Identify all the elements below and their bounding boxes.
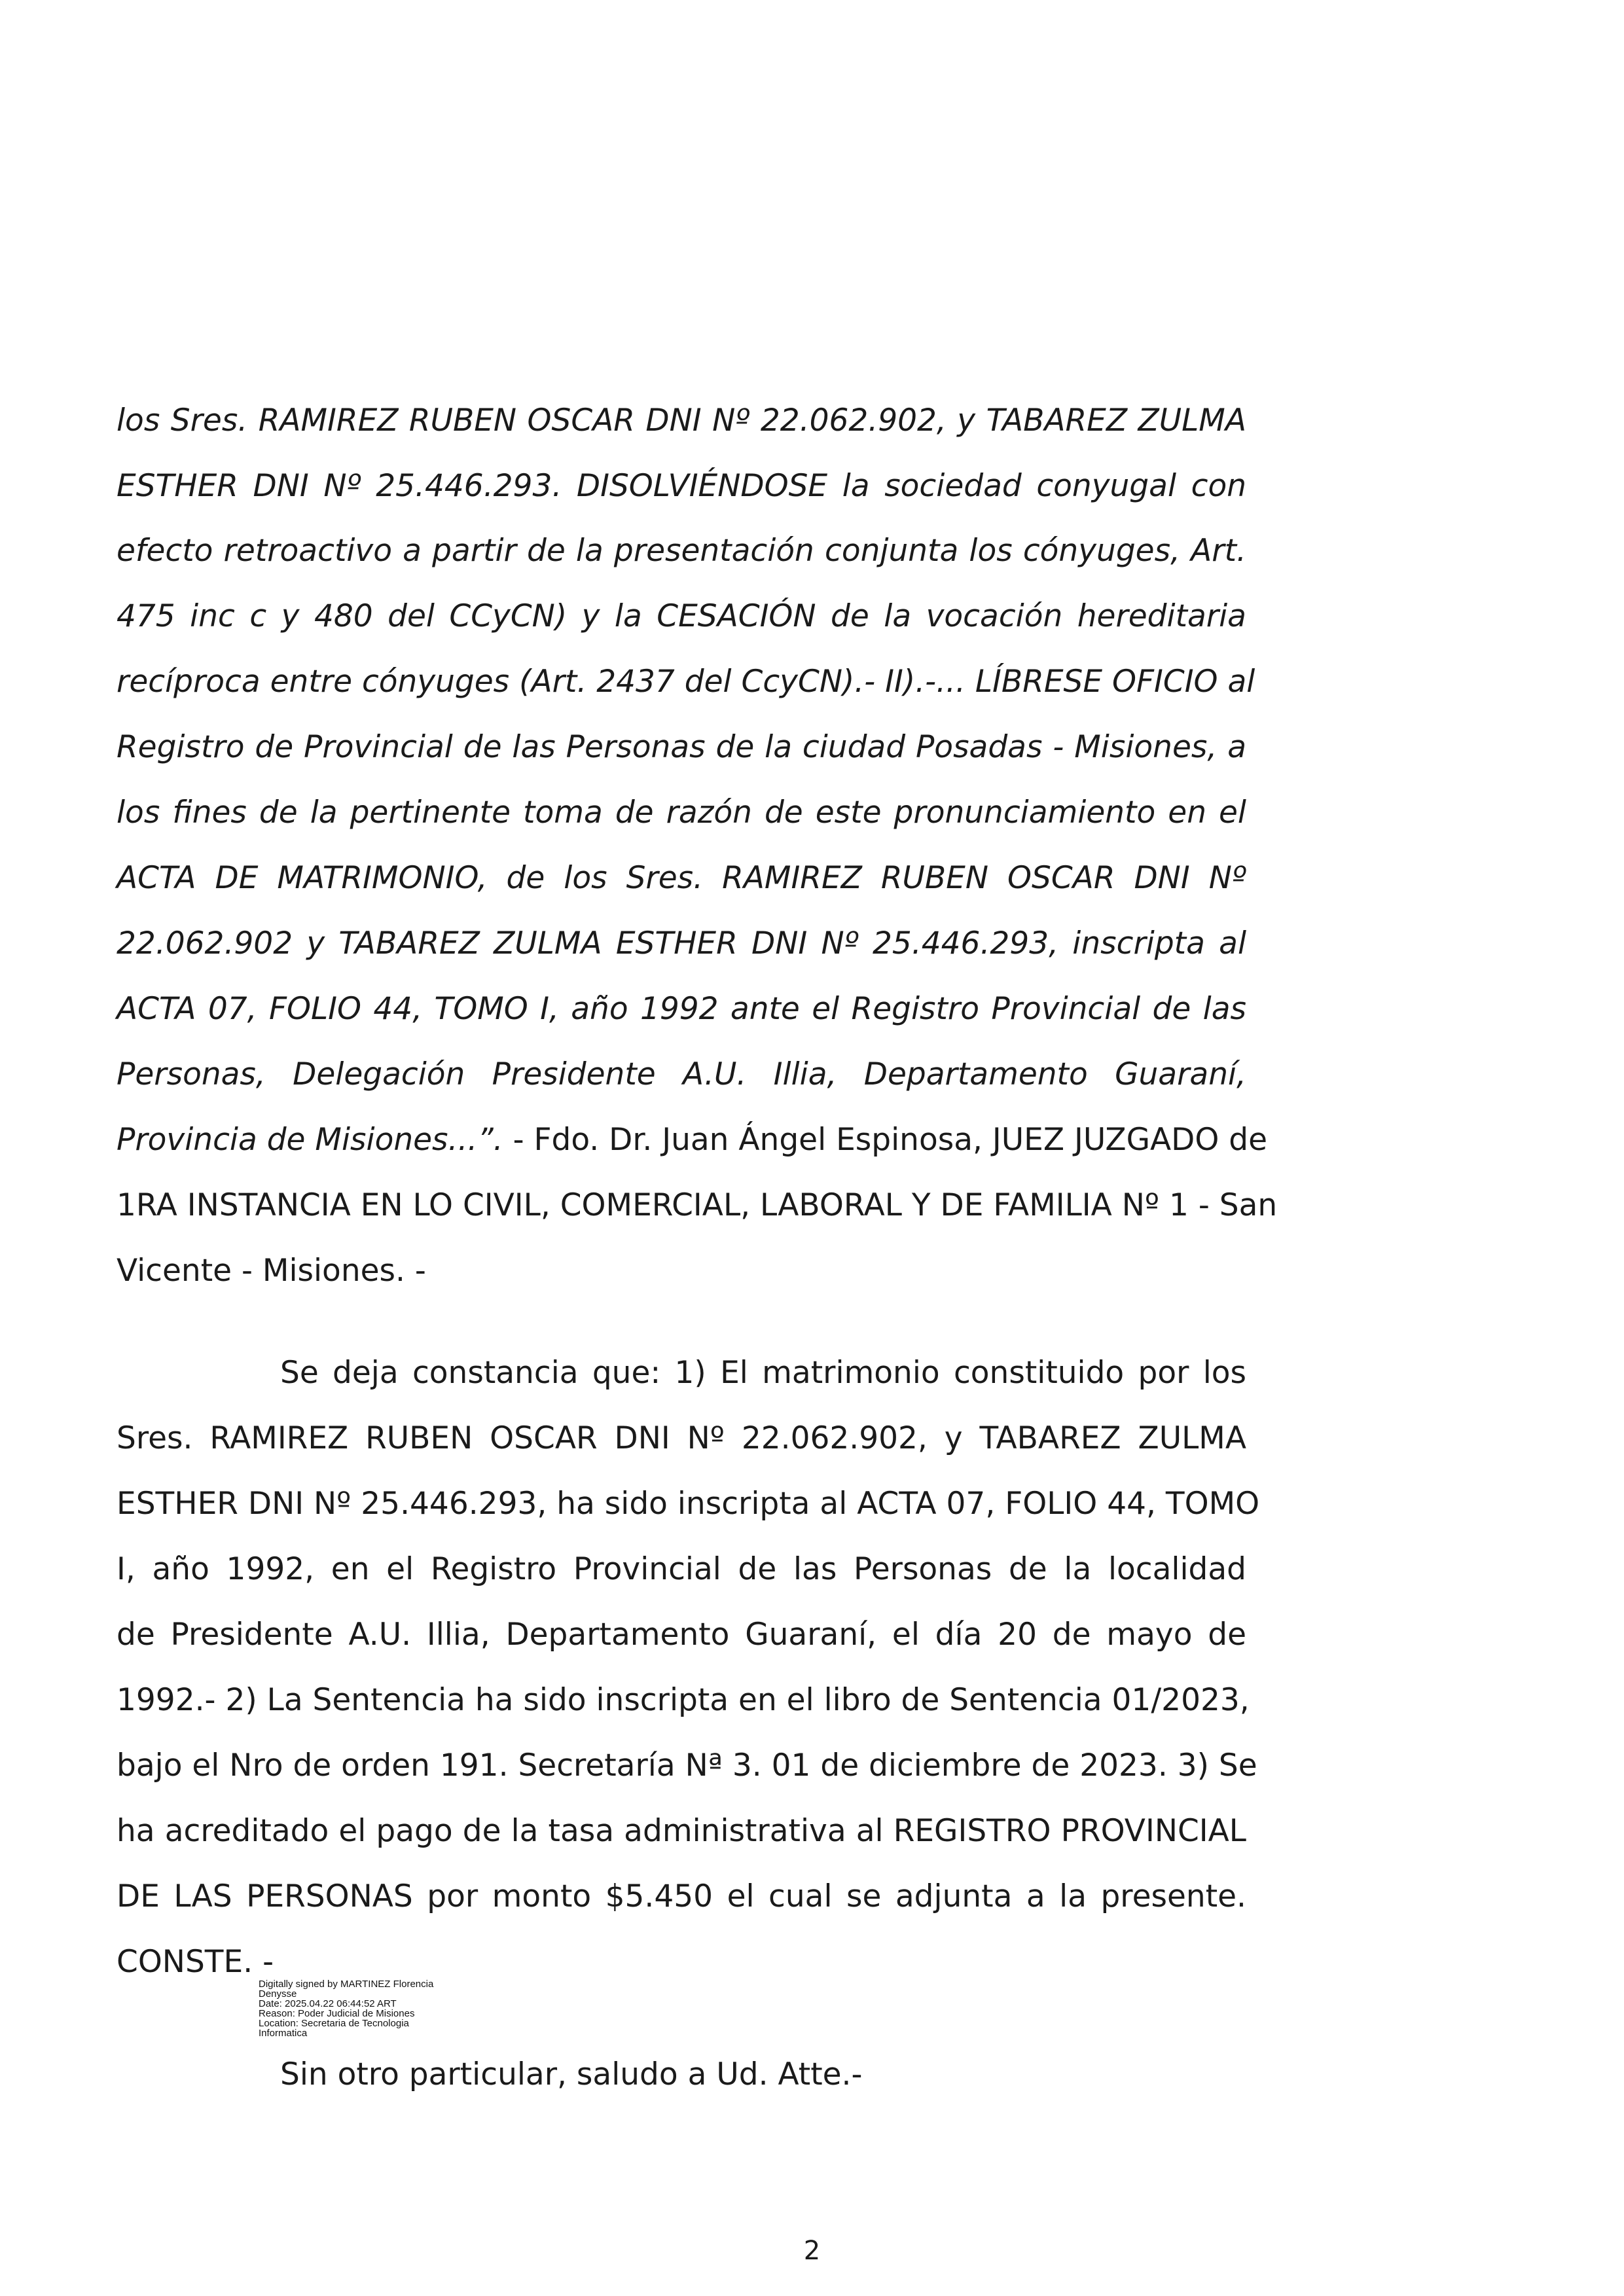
constancia-line: ESTHER DNI Nº 25.446.293, ha sido inscripta al ACTA 07, FOLIO 44, TOMO [117,1486,1260,1522]
quote-line: Registro de Provincial de las Personas de la ciudad Posadas - Misiones, a [117,729,1246,765]
judge-line: 1RA INSTANCIA EN LO CIVIL, COMERCIAL, LABORAL Y DE FAMILIA Nº 1 - San [117,1187,1278,1223]
signature-line: Digitally signed by MARTINEZ Florencia [259,1979,434,1990]
quote-line: ACTA 07, FOLIO 44, TOMO I, año 1992 ante el Registro Provincial de las [117,991,1246,1027]
constancia-line: Sres. RAMIREZ RUBEN OSCAR DNI Nº 22.062.902, y TABAREZ ZULMA [117,1420,1246,1456]
quote-line: los Sres. RAMIREZ RUBEN OSCAR DNI Nº 22.062.902, y TABAREZ ZULMA [117,403,1246,439]
quote-end-italic: Provincia de Misiones...”. [117,1122,503,1158]
quote-line: recíproca entre cónyuges (Art. 2437 del CcyCN).- II).-... LÍBRESE OFICIO al [117,664,1255,700]
constancia-line: Se deja constancia que: 1) El matrimonio constituido por los [280,1355,1246,1391]
signature-line: Location: Secretaria de Tecnologia [259,2018,409,2029]
quote-line: ESTHER DNI Nº 25.446.293. DISOLVIÉNDOSE la sociedad conyugal con [117,468,1246,504]
constancia-line: bajo el Nro de orden 191. Secretaría Nª 3. 01 de diciembre de 2023. 3) Se [117,1748,1257,1784]
signature-line: Informatica [259,2028,308,2039]
quote-end-line [117,1121,1268,1160]
constancia-line: 1992.- 2) La Sentencia ha sido inscripta en el libro de Sentencia 01/2023, [117,1682,1250,1718]
signature-line: Reason: Poder Judicial de Misiones [259,2008,415,2019]
constancia-line: de Presidente A.U. Illia, Departamento Guaraní, el día 20 de mayo de [117,1617,1246,1653]
quote-line: ACTA DE MATRIMONIO, de los Sres. RAMIREZ RUBEN OSCAR DNI Nº [117,860,1246,896]
digital-signature-stamp [259,1979,433,2038]
signature-line: Denysse [259,1988,297,2000]
constancia-line: CONSTE. - [117,1944,274,1980]
page-number: 2 [803,2236,821,2266]
quote-line: 475 inc c y 480 del CCyCN) y la CESACIÓN de la vocación hereditaria [117,598,1246,634]
constancia-line: I, año 1992, en el Registro Provincial de las Personas de la localidad [117,1551,1246,1587]
quote-line: efecto retroactivo a partir de la presentación conjunta los cónyuges, Art. [117,533,1246,569]
quote-end-rest: - Fdo. Dr. Juan Ángel Espinosa, JUEZ JUZGADO de [503,1122,1268,1158]
quote-line: Personas, Delegación Presidente A.U. Illia, Departamento Guaraní, [117,1056,1246,1092]
constancia-line: ha acreditado el pago de la tasa administrativa al REGISTRO PROVINCIAL [117,1813,1246,1849]
quote-line: los fines de la pertinente toma de razón de este pronunciamiento en el [117,795,1246,831]
closing-line: Sin otro particular, saludo a Ud. Atte.- [280,2056,863,2092]
constancia-line: DE LAS PERSONAS por monto $5.450 el cual se adjunta a la presente. [117,1878,1246,1914]
signature-line: Date: 2025.04.22 06:44:52 ART [259,1998,397,2009]
judge-line: Vicente - Misiones. - [117,1253,426,1289]
quote-line: 22.062.902 y TABAREZ ZULMA ESTHER DNI Nº 25.446.293, inscripta al [117,925,1246,961]
